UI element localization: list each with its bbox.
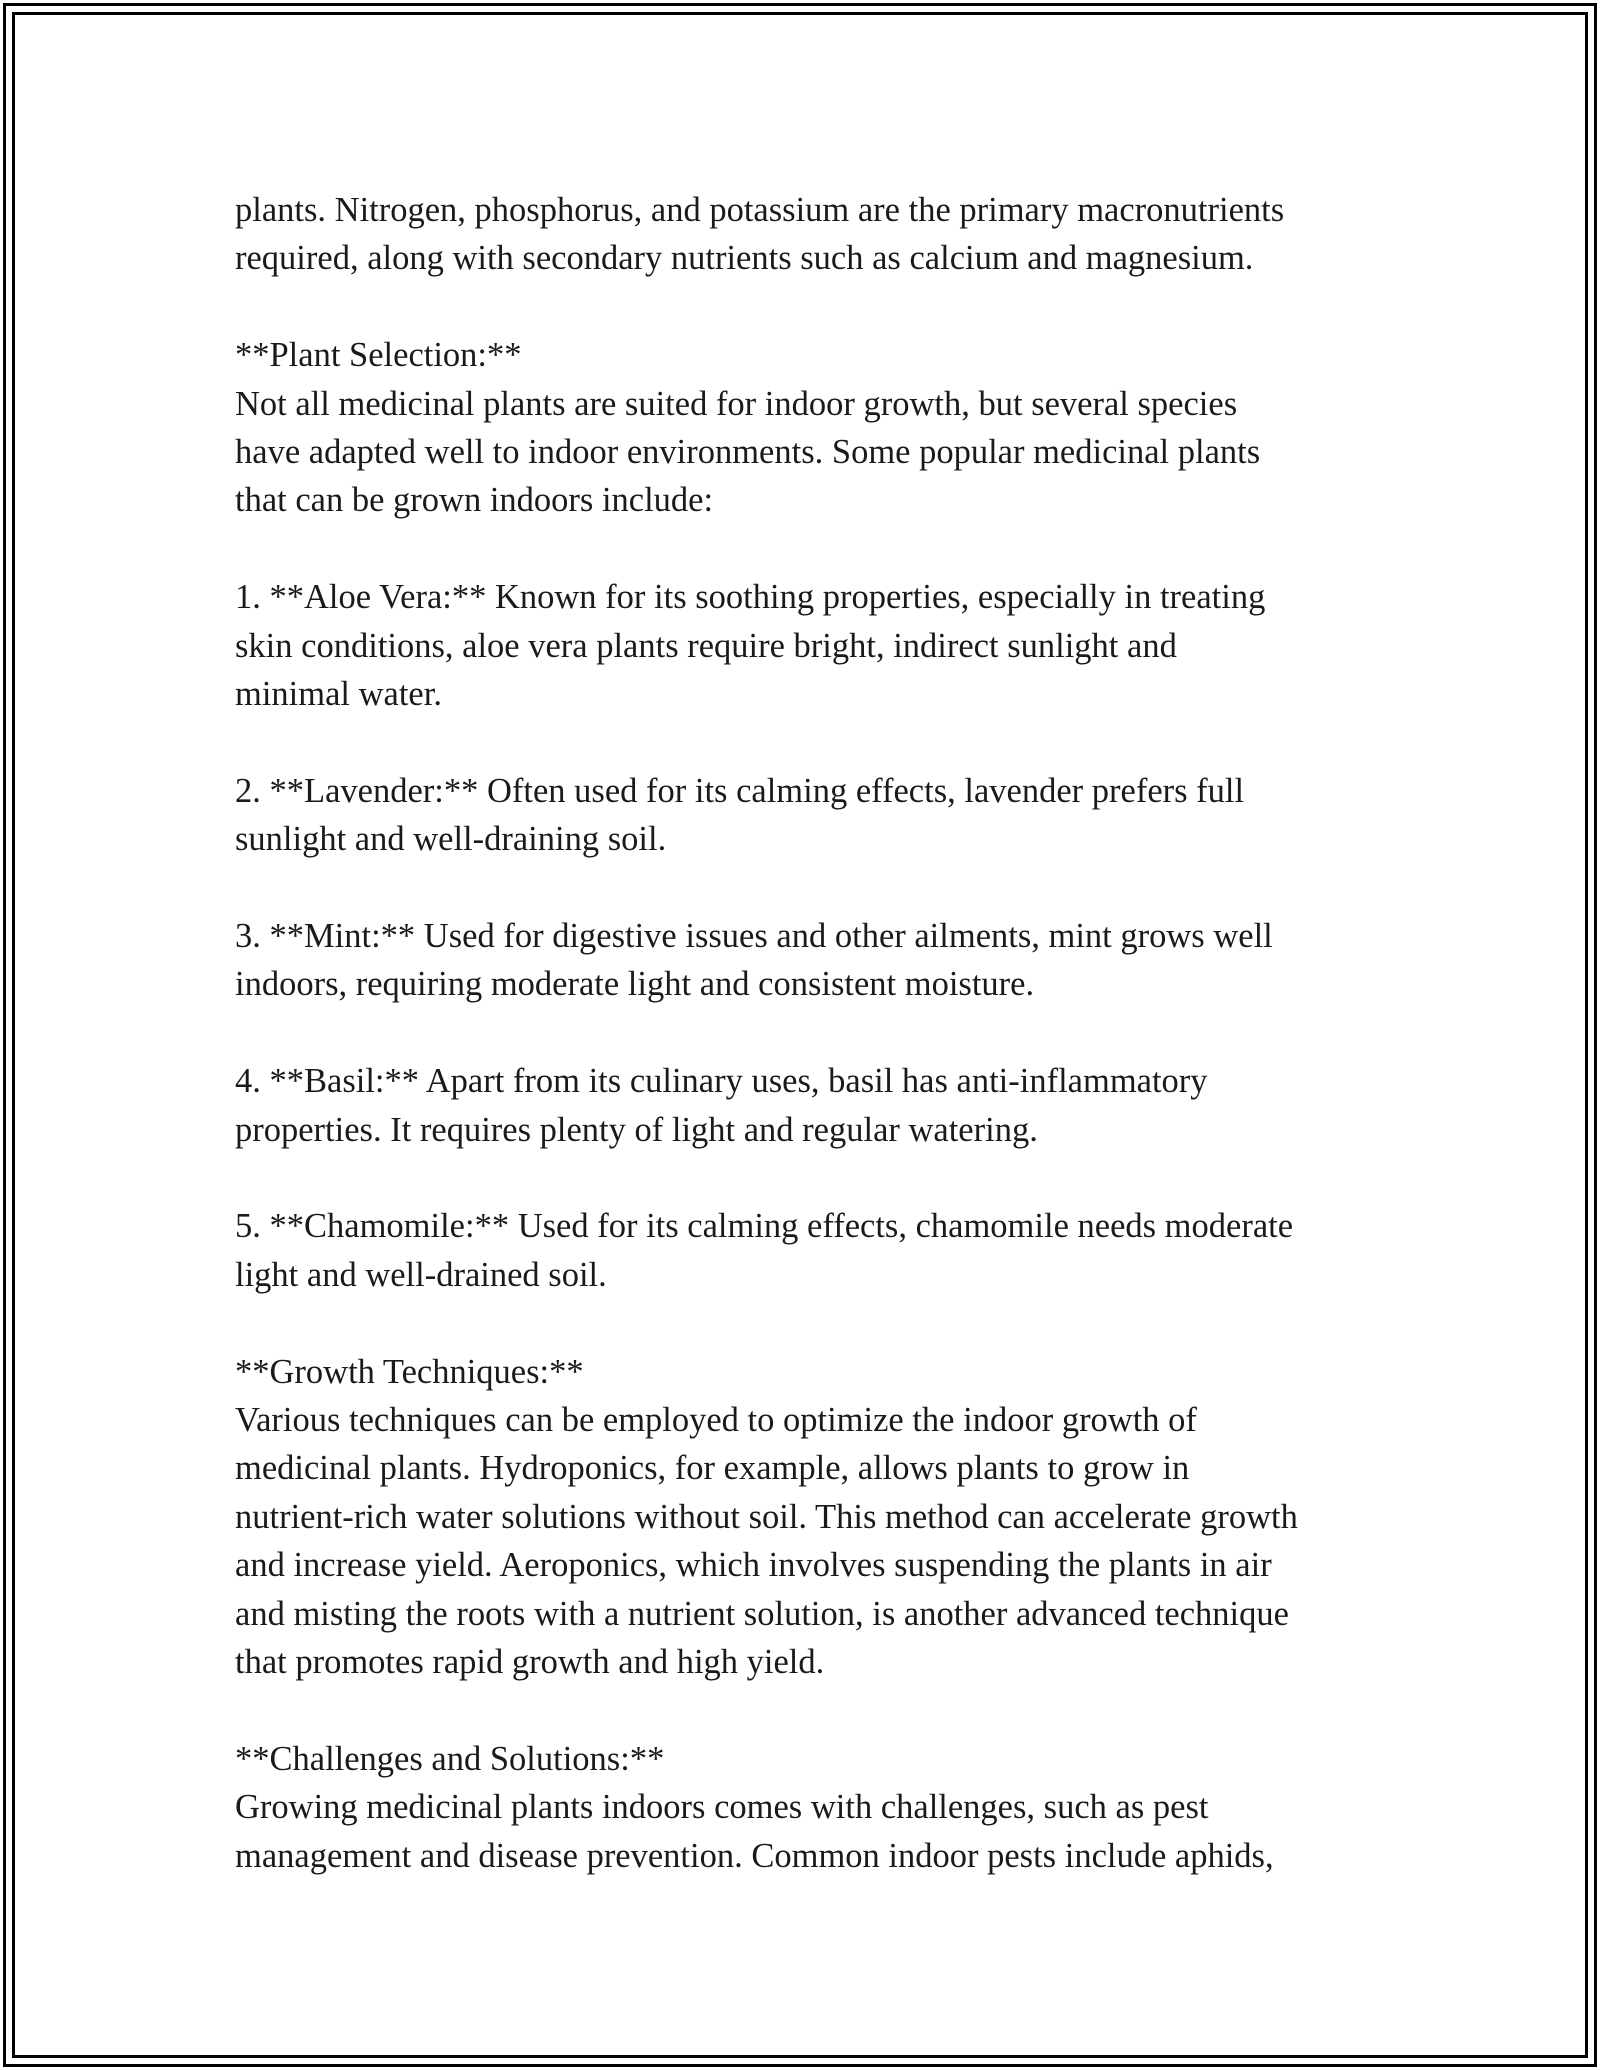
paragraph-growth-techniques: **Growth Techniques:** Various techniques can be employed to optimize the indoor growth of medicinal plants. Hydroponics, for example, allows plants to grow in nutrient-rich water solutions without soil. This method can accelerate growth and increase yield. Aeroponics, which involves suspending the plants in air and misting the roots with a nutrient solution, is another advanced technique that promotes rapid growth and high yield. <box>235 1352 1298 1682</box>
list-item-lavender: 2. **Lavender:** Often used for its calming effects, lavender prefers full sunlight and well-draining soil. <box>235 771 1245 859</box>
list-item-chamomile: 5. **Chamomile:** Used for its calming effects, chamomile needs moderate light and well-drained soil. <box>235 1207 1294 1294</box>
document-body <box>235 186 1405 1880</box>
list-item-aloe-vera: 1. **Aloe Vera:** Known for its soothing properties, especially in treating skin conditions, aloe vera plants require bright, indirect sunlight and minimal water. <box>235 578 1266 714</box>
paragraph-plant-selection: **Plant Selection:** Not all medicinal plants are suited for indoor growth, but several species have adapted well to indoor environments. Some popular medicinal plants that can be grown indoors include: <box>235 336 1261 520</box>
paragraph-macronutrients: plants. Nitrogen, phosphorus, and potassium are the primary macronutrients required, along with secondary nutrients such as calcium and magnesium. <box>235 191 1285 278</box>
list-item-mint: 3. **Mint:** Used for digestive issues and other ailments, mint grows well indoors, requiring moderate light and consistent moisture. <box>235 917 1273 1004</box>
list-item-basil: 4. **Basil:** Apart from its culinary uses, basil has anti-inflammatory properties. It requires plenty of light and regular watering. <box>235 1062 1208 1149</box>
paragraph-challenges-solutions: **Challenges and Solutions:** Growing medicinal plants indoors comes with challenges, such as pest management and disease prevention. Common indoor pests include aphids, <box>235 1739 1274 1875</box>
